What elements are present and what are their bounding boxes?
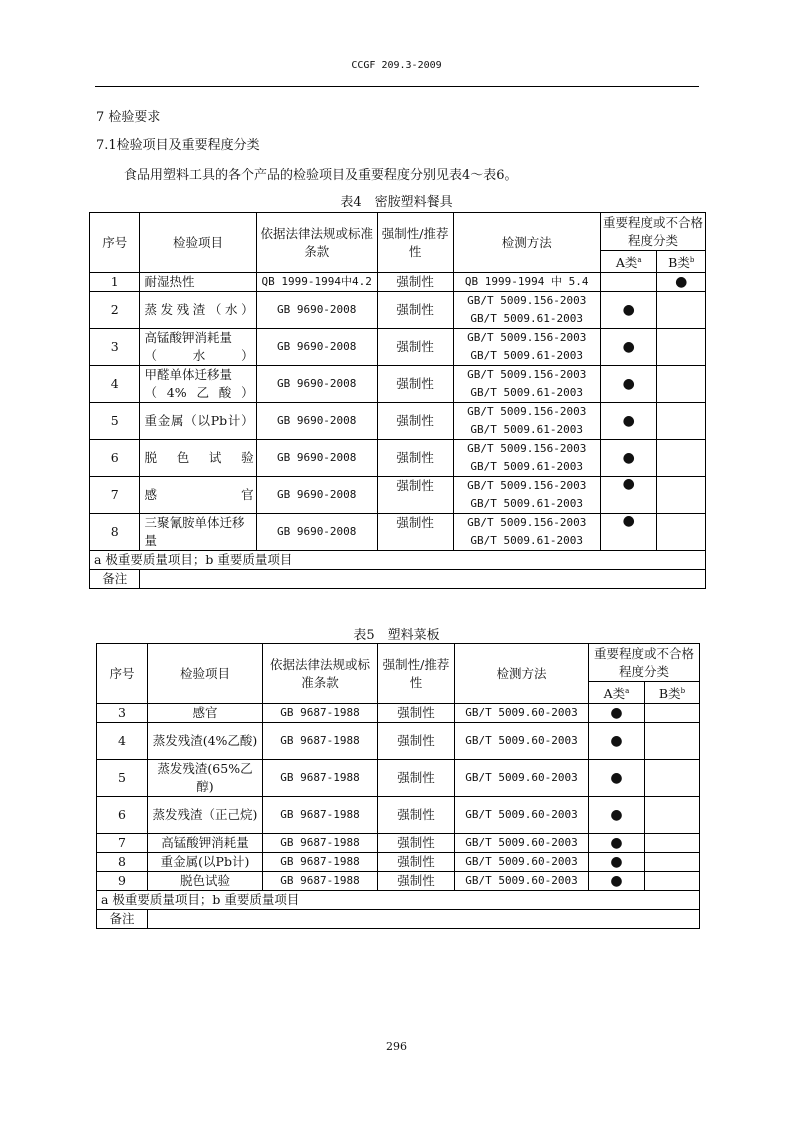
row-class-a: ●: [600, 440, 657, 477]
row-method-line2: GB/T 5009.61-2003: [470, 460, 584, 474]
row-class-b: [645, 834, 700, 853]
table5: [96, 643, 700, 929]
row-method-line1: GB/T 5009.156-2003: [467, 368, 587, 382]
row-class-a: [600, 273, 657, 292]
row-method: [453, 514, 600, 551]
row-method-line1: GB/T 5009.156-2003: [467, 442, 587, 456]
header-importance: 重要程度或不合格程度分类: [589, 644, 700, 682]
table5-caption: 表5 塑料菜板: [353, 628, 440, 643]
row-class-a: ●: [589, 797, 645, 834]
table5-note: a 极重要质量项目；b 重要质量项目: [97, 891, 700, 910]
row-basis: GB 9687-1988: [263, 872, 378, 891]
row-item: 三聚氰胺单体迁移量: [140, 514, 256, 551]
row-class-a: ●: [600, 292, 657, 329]
row-no: 8: [90, 514, 140, 551]
row-class-b: [657, 403, 706, 440]
row-class-b: [657, 440, 706, 477]
row-method: GB/T 5009.60-2003: [455, 797, 589, 834]
table5-remark-label: 备注: [97, 910, 148, 929]
row-method-line1: GB/T 5009.156-2003: [467, 405, 587, 419]
row-method: GB/T 5009.60-2003: [455, 872, 589, 891]
section-title: 7 检验要求: [96, 110, 161, 125]
row-basis: GB 9690-2008: [256, 366, 377, 403]
row-class-b: [645, 872, 700, 891]
row-mandatory: 强制性: [378, 834, 455, 853]
row-mandatory: 强制性: [378, 760, 455, 797]
row-method: [453, 440, 600, 477]
row-basis: GB 9687-1988: [263, 704, 378, 723]
row-no: 7: [97, 834, 148, 853]
table4-body: [90, 273, 706, 551]
row-class-a: ●: [589, 723, 645, 760]
row-method-line1: GB/T 5009.156-2003: [467, 516, 587, 530]
row-basis: GB 9690-2008: [256, 292, 377, 329]
row-no: 4: [90, 366, 140, 403]
row-mandatory: 强制性: [377, 273, 453, 292]
row-item: 脱色试验: [140, 440, 256, 477]
header-item: 检验项目: [148, 644, 263, 704]
row-basis: GB 9687-1988: [263, 853, 378, 872]
row-item: 蒸发残渣（正己烷): [148, 797, 263, 834]
row-basis: GB 9690-2008: [256, 477, 377, 514]
row-item: 脱色试验: [148, 872, 263, 891]
page-number: 296: [386, 1040, 407, 1053]
row-method: GB/T 5009.60-2003: [455, 853, 589, 872]
row-mandatory: 强制性: [378, 853, 455, 872]
row-method-line2: GB/T 5009.61-2003: [470, 312, 584, 326]
row-no: 3: [97, 704, 148, 723]
table4-caption: 表4 密胺塑料餐具: [340, 195, 453, 210]
row-method-line2: GB/T 5009.61-2003: [470, 497, 584, 511]
row-method: [453, 366, 600, 403]
table5-body: [97, 704, 700, 891]
row-method-line2: GB/T 5009.61-2003: [470, 349, 584, 363]
header-mandatory: 强制性/推荐性: [377, 213, 453, 273]
table5-remark-value: [148, 910, 700, 929]
table4-remark-value: [140, 570, 706, 589]
header-class-a: A类$^a$: [600, 251, 657, 273]
table-row: [97, 872, 700, 891]
row-no: 3: [90, 329, 140, 366]
row-no: 5: [97, 760, 148, 797]
row-method-line2: GB/T 5009.61-2003: [470, 423, 584, 437]
row-no: 8: [97, 853, 148, 872]
row-item: 蒸发残渣(65%乙醇): [148, 760, 263, 797]
row-item: 蒸发残渣（水）: [140, 292, 256, 329]
table-row: [90, 292, 706, 329]
row-class-a: ●: [589, 853, 645, 872]
row-method-line1: GB/T 5009.156-2003: [467, 294, 587, 308]
table-row: [97, 723, 700, 760]
table-row: [97, 760, 700, 797]
row-mandatory: 强制性: [377, 292, 453, 329]
page-header: CCGF 209.3-2009: [351, 60, 442, 71]
header-no: 序号: [90, 213, 140, 273]
header-basis: 依据法律法规或标准条款: [256, 213, 377, 273]
row-item: 蒸发残渣(4%乙酸): [148, 723, 263, 760]
table-row: [97, 853, 700, 872]
intro-paragraph: 食品用塑料工具的各个产品的检验项目及重要程度分别见表4～表6。: [124, 168, 518, 183]
row-class-b: [645, 797, 700, 834]
header-item: 检验项目: [140, 213, 256, 273]
header-mandatory: 强制性/推荐性: [378, 644, 455, 704]
row-basis: GB 9687-1988: [263, 797, 378, 834]
row-method: [453, 292, 600, 329]
row-class-a: ●: [600, 403, 657, 440]
row-class-a: ●: [600, 329, 657, 366]
row-no: 2: [90, 292, 140, 329]
table-row: [90, 366, 706, 403]
row-no: 1: [90, 273, 140, 292]
row-method: [453, 273, 600, 292]
row-no: 9: [97, 872, 148, 891]
row-class-b: [657, 366, 706, 403]
row-class-a: ●: [589, 760, 645, 797]
header-class-b: B类$^b$: [645, 682, 700, 704]
row-item: 高锰酸钾消耗量: [148, 834, 263, 853]
table-row: [97, 704, 700, 723]
row-class-b: [645, 853, 700, 872]
row-method-line1: GB/T 5009.156-2003: [467, 479, 587, 493]
table-row: [97, 834, 700, 853]
row-mandatory: 强制性: [377, 477, 453, 514]
row-class-a: ●: [589, 834, 645, 853]
row-method: [453, 477, 600, 514]
row-class-a: ●: [600, 514, 657, 551]
table-row: [90, 477, 706, 514]
row-no: 7: [90, 477, 140, 514]
row-basis: GB 9687-1988: [263, 723, 378, 760]
row-mandatory: 强制性: [377, 403, 453, 440]
row-item: 耐湿热性: [140, 273, 256, 292]
row-method: [453, 403, 600, 440]
header-class-a: A类$^a$: [589, 682, 645, 704]
row-class-b: [657, 329, 706, 366]
row-no: 6: [97, 797, 148, 834]
row-basis: QB 1999-1994中4.2: [256, 273, 377, 292]
table-row: [90, 440, 706, 477]
row-class-a: ●: [600, 477, 657, 514]
row-basis: GB 9690-2008: [256, 403, 377, 440]
row-class-b: [657, 477, 706, 514]
row-method-line1: GB/T 5009.156-2003: [467, 331, 587, 345]
row-no: 6: [90, 440, 140, 477]
row-class-b: [657, 514, 706, 551]
table4-note: a 极重要质量项目；b 重要质量项目: [90, 551, 706, 570]
row-item: 高锰酸钾消耗量（水）: [140, 329, 256, 366]
table4-remark-label: 备注: [90, 570, 140, 589]
row-method-line2: GB/T 5009.61-2003: [470, 534, 584, 548]
row-item: 重金属(以Pb计): [148, 853, 263, 872]
row-item: 感官: [148, 704, 263, 723]
row-method-line2: GB/T 5009.61-2003: [470, 386, 584, 400]
row-mandatory: 强制性: [377, 329, 453, 366]
row-mandatory: 强制性: [378, 797, 455, 834]
header-method: 检测方法: [453, 213, 600, 273]
row-method: GB/T 5009.60-2003: [455, 723, 589, 760]
header-importance: 重要程度或不合格程度分类: [600, 213, 705, 251]
table-row: [90, 329, 706, 366]
header-rule: [95, 86, 699, 87]
row-mandatory: 强制性: [377, 514, 453, 551]
row-method: GB/T 5009.60-2003: [455, 704, 589, 723]
row-class-b: [645, 760, 700, 797]
row-no: 5: [90, 403, 140, 440]
table-row: [97, 797, 700, 834]
row-basis: GB 9690-2008: [256, 514, 377, 551]
row-mandatory: 强制性: [378, 723, 455, 760]
subsection-title: 7.1检验项目及重要程度分类: [96, 138, 260, 153]
row-method: GB/T 5009.60-2003: [455, 760, 589, 797]
row-item: 甲醛单体迁移量（4%乙酸）: [140, 366, 256, 403]
row-method: [453, 329, 600, 366]
row-basis: GB 9690-2008: [256, 440, 377, 477]
row-class-a: ●: [600, 366, 657, 403]
header-method: 检测方法: [455, 644, 589, 704]
table-row: [90, 403, 706, 440]
header-basis: 依据法律法规或标准条款: [263, 644, 378, 704]
row-class-a: ●: [589, 872, 645, 891]
row-method-line1: QB 1999-1994 中 5.4: [464, 275, 589, 289]
row-basis: GB 9690-2008: [256, 329, 377, 366]
row-class-b: ●: [657, 273, 706, 292]
row-method: GB/T 5009.60-2003: [455, 834, 589, 853]
header-class-b: B类$^b$: [657, 251, 706, 273]
row-basis: GB 9687-1988: [263, 834, 378, 853]
row-class-b: [657, 292, 706, 329]
row-item: 感官: [140, 477, 256, 514]
table4: [89, 212, 706, 589]
row-mandatory: 强制性: [377, 366, 453, 403]
row-mandatory: 强制性: [377, 440, 453, 477]
row-no: 4: [97, 723, 148, 760]
row-class-b: [645, 723, 700, 760]
row-item: 重金属（以Pb计）: [140, 403, 256, 440]
row-mandatory: 强制性: [378, 704, 455, 723]
table-row: [90, 273, 706, 292]
row-class-b: [645, 704, 700, 723]
header-no: 序号: [97, 644, 148, 704]
table-row: [90, 514, 706, 551]
row-mandatory: 强制性: [378, 872, 455, 891]
row-basis: GB 9687-1988: [263, 760, 378, 797]
row-class-a: ●: [589, 704, 645, 723]
